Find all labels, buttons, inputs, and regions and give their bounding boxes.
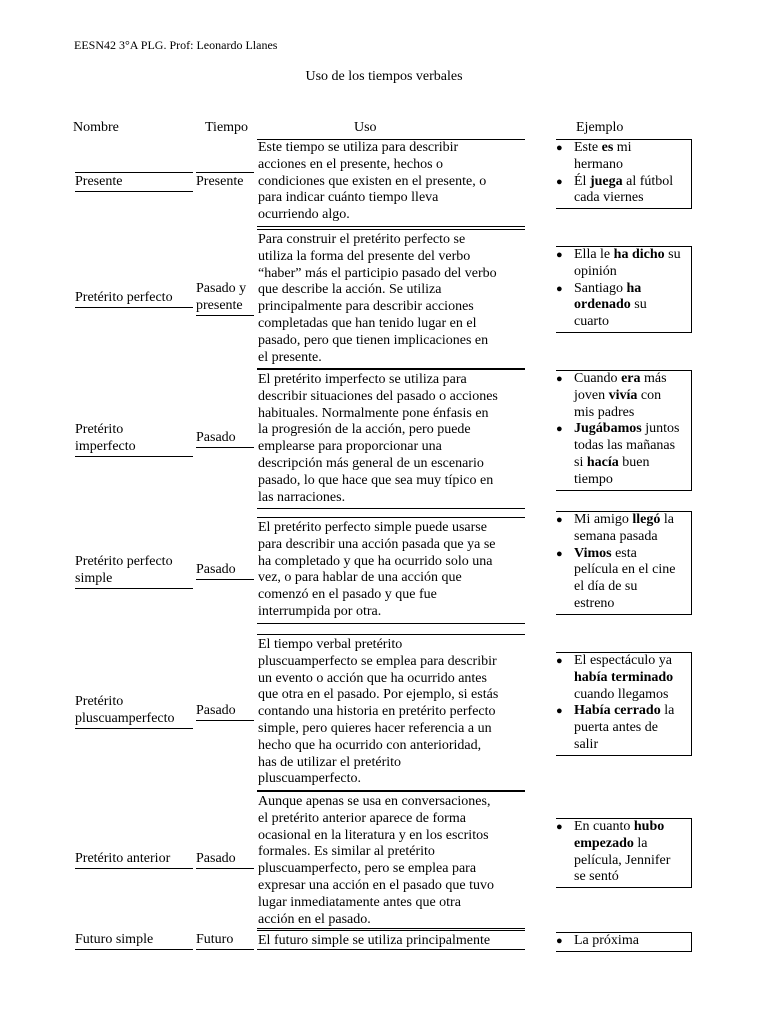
example-verb: Vimos (574, 545, 612, 561)
usage-line: condiciones que existen en el presente, o (258, 173, 487, 189)
bullet-icon: ● (556, 705, 563, 718)
usage-line: pluscuamperfecto. (258, 771, 362, 787)
usage-line: contando una historia en pretérito perfecto (258, 704, 496, 720)
example-text (574, 388, 691, 405)
example-fragment: Santiago (574, 280, 627, 296)
example-text (574, 472, 691, 489)
uso-bottom-rule (257, 226, 525, 227)
usage-line: simple, pero quieres hacer referencia a un (258, 720, 492, 736)
usage-line: que otra en el pasado. Por ejemplo, si estás (258, 687, 499, 703)
example-verb: ha dicho (613, 247, 665, 262)
example-verb: ordenado (574, 297, 631, 313)
example-verb: juega (589, 173, 623, 189)
usage-line: pluscuamperfecto, pero se emplea para (258, 861, 477, 877)
example-text (574, 371, 691, 388)
example-fragment: la (660, 703, 675, 719)
usage-line: para describir una acción pasada que ya se (258, 536, 496, 552)
tense-name (75, 174, 193, 191)
usage-line: ocurriendo algo. (258, 207, 350, 223)
tense-name-line: Futuro simple (75, 932, 154, 947)
example-fragment: La próxima (574, 933, 639, 948)
time-rule (196, 172, 254, 173)
example-fragment: puerta antes de (574, 720, 658, 736)
example-verb: Jugábamos (574, 421, 642, 437)
tense-time-line: Futuro (196, 932, 234, 947)
example-text (574, 281, 691, 298)
bullet-icon: ● (556, 249, 563, 261)
example-verb: Había cerrado (574, 703, 661, 719)
usage-line: completadas que han tenido lugar en el (258, 315, 477, 331)
example-box (556, 139, 692, 209)
usage-line: hecho que ha ocurrido con anterioridad, (258, 737, 482, 753)
usage-line: ocasional en la literatura y en los escritos (258, 827, 489, 843)
usage-line: Para construir el pretérito perfecto se (258, 232, 466, 247)
example-line (556, 687, 691, 704)
usage-line: utiliza la forma del presente del verbo (258, 248, 471, 264)
example-line (556, 670, 691, 687)
example-fragment: joven (574, 387, 609, 403)
bullet-icon: ● (556, 821, 563, 833)
tense-time (196, 281, 256, 315)
example-fragment: semana pasada (574, 528, 658, 544)
example-fragment: película, Jennifer (574, 852, 671, 868)
tense-name (75, 694, 193, 728)
example-line (556, 157, 691, 174)
example-text (574, 405, 691, 422)
example-text (574, 562, 691, 579)
example-text (574, 529, 691, 546)
example-text (574, 819, 691, 836)
tense-usage (258, 933, 526, 950)
tense-name-line: imperfecto (75, 438, 136, 454)
example-text (574, 421, 691, 438)
example-text (574, 596, 691, 613)
example-fragment: Ella le (574, 247, 614, 262)
example-line (556, 836, 691, 853)
example-text (574, 670, 691, 687)
name-rule (75, 949, 193, 950)
bullet-icon: ● (556, 142, 563, 154)
example-text (574, 314, 691, 331)
usage-line: comenzó en el pasado y que fue (258, 587, 437, 603)
example-fragment: su (630, 297, 647, 313)
name-rule-bottom (75, 191, 193, 192)
uso-top-rule (257, 517, 525, 518)
tense-time-line: Pasado (196, 430, 236, 445)
bullet-icon: ● (556, 282, 563, 295)
example-line (556, 703, 691, 720)
example-line (556, 405, 691, 422)
time-rule (196, 868, 254, 869)
example-fragment: esta (611, 545, 637, 561)
example-line (556, 281, 691, 298)
example-fragment: Él (574, 173, 590, 189)
example-verb: empezado (574, 835, 634, 851)
example-verb: hacía (586, 455, 619, 470)
example-fragment: el día de su (574, 579, 638, 595)
name-rule-bottom (75, 728, 193, 729)
tense-name-line: Pretérito perfecto (75, 290, 173, 305)
usage-line: “haber” más el participio pasado del verbo (258, 265, 497, 281)
example-fragment: juntos (641, 421, 680, 437)
usage-line: expresar una acción en el pasado que tuvo (258, 877, 494, 893)
bullet-icon: ● (556, 423, 563, 436)
example-fragment: tiempo (574, 471, 613, 487)
example-fragment: su (664, 247, 681, 262)
example-line (556, 653, 691, 670)
example-line (556, 596, 691, 613)
example-line (556, 512, 691, 529)
column-header-uso: Uso (354, 120, 377, 135)
example-text (574, 853, 691, 870)
column-header-ejemplo: Ejemplo (576, 120, 624, 135)
example-fragment: buen (618, 455, 650, 470)
tense-usage (258, 637, 526, 788)
uso-bottom-rule (257, 949, 525, 950)
example-fragment: la (660, 512, 674, 527)
example-text (574, 438, 691, 455)
usage-line: vez, o para hablar de una acción que (258, 570, 462, 586)
usage-line: lugar inmediatamente antes que otra (258, 894, 461, 910)
example-fragment: cuando llegamos (574, 686, 669, 702)
uso-top-rule (257, 928, 525, 929)
tense-name-line: Pretérito anterior (75, 851, 171, 866)
usage-line: El futuro simple se utiliza principalmente (258, 933, 491, 948)
example-box (556, 370, 692, 491)
bullet-icon: ● (556, 514, 563, 526)
page-header: EESN42 3°A PLG. Prof: Leonardo Llanes (74, 38, 278, 52)
example-fragment: todas las mañanas (574, 438, 676, 454)
tense-usage (258, 232, 526, 366)
time-rule (196, 949, 254, 950)
example-verb: es (601, 140, 614, 155)
usage-line: para indicar cuánto tiempo lleva (258, 190, 439, 206)
tense-time-line: presente (196, 297, 243, 313)
example-fragment: En cuanto (574, 819, 634, 834)
usage-line: habituales. Normalmente pone énfasis en (258, 405, 489, 421)
tense-usage (258, 372, 526, 506)
tense-usage (258, 520, 526, 621)
example-text (574, 720, 691, 737)
example-line (556, 579, 691, 596)
example-line (556, 737, 691, 754)
name-rule-bottom (75, 456, 193, 457)
example-fragment: hermano (574, 156, 623, 172)
example-text (574, 737, 691, 754)
usage-line: pasado, lo que hace que sea muy típico en (258, 472, 494, 488)
example-line (556, 933, 691, 950)
example-fragment: Cuando (574, 371, 622, 386)
tense-name (75, 932, 193, 949)
example-line (556, 297, 691, 314)
example-line (556, 455, 691, 472)
example-text (574, 174, 691, 191)
example-box (556, 652, 692, 756)
example-text (574, 190, 691, 207)
usage-line: pasado, pero que tienen implicaciones en (258, 332, 489, 348)
usage-line: Aunque apenas se usa en conversaciones, (258, 794, 491, 809)
tense-time-line: Pasado (196, 851, 236, 866)
column-header-tiempo: Tiempo (205, 120, 249, 135)
example-text (574, 703, 691, 720)
example-text (574, 546, 691, 563)
example-verb: ha (626, 280, 642, 296)
example-verb: había terminado (574, 669, 674, 685)
example-fragment: cuarto (574, 314, 609, 330)
example-box (556, 818, 692, 888)
usage-line: acción en el pasado. (258, 911, 371, 927)
example-text (574, 579, 691, 596)
example-fragment: se sentó (574, 869, 619, 885)
example-text (574, 512, 691, 529)
example-line (556, 371, 691, 388)
name-rule-bottom (75, 307, 193, 308)
example-text (574, 247, 691, 264)
usage-line: que describe la acción. Se utiliza (258, 282, 442, 298)
example-line (556, 388, 691, 405)
example-line (556, 472, 691, 489)
uso-bottom-rule (257, 930, 525, 931)
tense-name-line: Pretérito (75, 694, 124, 709)
example-line (556, 438, 691, 455)
example-fragment: El espectáculo ya (574, 653, 672, 668)
example-box (556, 511, 692, 615)
example-line (556, 314, 691, 331)
tense-time-line: Pasado y (196, 281, 247, 296)
usage-line: describir situaciones del pasado o acciones (258, 388, 498, 404)
example-line (556, 869, 691, 886)
tense-time (196, 851, 256, 868)
tense-time-line: Pasado (196, 703, 236, 718)
tense-time-line: Presente (196, 174, 244, 189)
usage-line: formales. Es similar al pretérito (258, 844, 435, 860)
example-text (574, 836, 691, 853)
example-fragment: Mi amigo (574, 512, 633, 527)
uso-bottom-rule (257, 623, 525, 624)
example-fragment: cada viernes (574, 190, 644, 206)
tense-time (196, 932, 256, 949)
example-fragment: con (637, 387, 662, 403)
example-box (556, 932, 692, 952)
column-header-nombre: Nombre (73, 120, 119, 135)
example-box (556, 246, 692, 333)
tense-name (75, 851, 193, 868)
example-line (556, 421, 691, 438)
tense-name (75, 290, 193, 307)
document-title: Uso de los tiempos verbales (305, 69, 463, 84)
usage-line: un evento o acción que ha ocurrido antes (258, 670, 487, 686)
usage-line: la progresión de la acción, pero puede (258, 422, 471, 438)
usage-line: El pretérito imperfecto se utiliza para (258, 372, 467, 387)
example-verb: vivía (608, 387, 638, 403)
example-verb: hubo (633, 819, 665, 834)
example-line (556, 190, 691, 207)
usage-line: las narraciones. (258, 489, 346, 505)
time-rule (196, 720, 254, 721)
example-fragment: opinión (574, 263, 617, 279)
usage-line: Este tiempo se utiliza para describir (258, 140, 459, 155)
usage-line: acciones en el presente, hechos o (258, 156, 444, 172)
bullet-icon: ● (556, 373, 563, 385)
example-line (556, 529, 691, 546)
uso-top-rule (257, 791, 525, 792)
example-line (556, 853, 691, 870)
tense-name (75, 422, 193, 456)
example-line (556, 174, 691, 191)
bullet-icon: ● (556, 935, 563, 947)
example-line (556, 720, 691, 737)
usage-line: emplearse para proporcionar una (258, 439, 442, 455)
example-line (556, 140, 691, 157)
bullet-icon: ● (556, 175, 563, 188)
time-rule (196, 579, 254, 580)
tense-name-line: simple (75, 570, 113, 586)
usage-line: El pretérito perfecto simple puede usarse (258, 520, 487, 535)
tense-time (196, 562, 256, 579)
time-rule (196, 447, 254, 448)
example-verb: era (621, 371, 641, 386)
example-text (574, 455, 691, 472)
bullet-icon: ● (556, 655, 563, 667)
example-text (574, 297, 691, 314)
tense-name-line: Pretérito (75, 422, 124, 437)
time-rule (196, 315, 254, 316)
usage-line: El tiempo verbal pretérito (258, 637, 403, 652)
name-rule-bottom (75, 588, 193, 589)
name-rule (75, 172, 193, 173)
example-text (574, 140, 691, 157)
tense-name-line: Pretérito perfecto (75, 554, 173, 569)
tense-usage (258, 794, 526, 928)
usage-line: ha completado y que ha ocurrido solo una (258, 553, 493, 569)
tense-usage (258, 140, 526, 224)
example-line (556, 546, 691, 563)
name-rule-bottom (75, 868, 193, 869)
uso-top-rule (257, 369, 525, 370)
uso-top-rule (257, 634, 525, 635)
example-fragment: si (574, 455, 587, 470)
tense-time (196, 430, 256, 447)
example-line (556, 264, 691, 281)
usage-line: pluscuamperfecto se emplea para describir (258, 653, 497, 669)
example-fragment: al fútbol (622, 173, 674, 189)
example-fragment: estreno (574, 596, 615, 611)
bullet-icon: ● (556, 547, 563, 560)
usage-line: descripción más general de un escenario (258, 455, 484, 471)
example-fragment: más (640, 371, 667, 386)
usage-line: principalmente para describir acciones (258, 299, 474, 315)
example-text (574, 933, 691, 950)
example-text (574, 653, 691, 670)
tense-time (196, 174, 256, 191)
example-fragment: mis padres (574, 404, 635, 420)
example-text (574, 687, 691, 704)
example-fragment: Este (574, 140, 602, 155)
usage-line: el presente. (258, 349, 322, 365)
example-text (574, 157, 691, 174)
example-fragment: película en el cine (574, 562, 676, 578)
usage-line: interrumpida por otra. (258, 603, 382, 619)
tense-time (196, 703, 256, 720)
example-text (574, 264, 691, 281)
example-line (556, 819, 691, 836)
tense-time-line: Pasado (196, 562, 236, 577)
tense-name (75, 554, 193, 588)
tense-name-line: pluscuamperfecto (75, 710, 175, 726)
tense-name-line: Presente (75, 174, 123, 189)
example-fragment: salir (574, 737, 599, 752)
example-line (556, 247, 691, 264)
uso-bottom-rule (257, 508, 525, 509)
uso-top-rule (257, 229, 525, 230)
example-verb: llegó (632, 512, 661, 527)
example-line (556, 562, 691, 579)
example-text (574, 869, 691, 886)
example-fragment: la (633, 835, 648, 851)
usage-line: el pretérito anterior aparece de forma (258, 810, 466, 826)
example-fragment: mi (613, 140, 632, 155)
usage-line: has de utilizar el pretérito (258, 754, 402, 770)
